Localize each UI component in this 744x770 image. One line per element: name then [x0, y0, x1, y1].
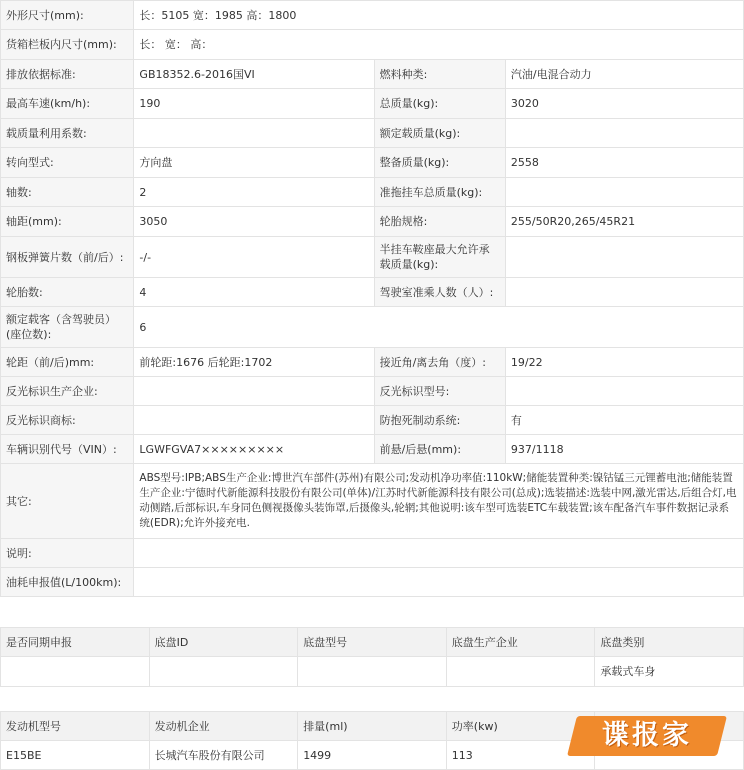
cabpass-label: 驾驶室准乘人数（人）: [374, 278, 505, 307]
trailermass-label: 准拖挂车总质量(kg): [374, 178, 505, 207]
chassis-cell [1, 657, 150, 687]
track-label: 轮距（前/后)mm: [1, 348, 134, 377]
chassis-header-cell: 底盘生产企业 [446, 628, 595, 657]
row-other [1, 464, 744, 539]
reflectmaker-value [134, 377, 374, 406]
wheelbase-label: 轴距(mm): [1, 207, 134, 237]
row-track [1, 348, 744, 377]
cabpass-value [505, 278, 743, 307]
chassis-header-cell: 底盘型号 [298, 628, 447, 657]
abs-label: 防抱死制动系统: [374, 406, 505, 435]
watermark-text: 谍报家 [602, 720, 692, 751]
leafspring-label: 钢板弹簧片数（前/后）: [1, 237, 134, 278]
chassis-header-cell: 底盘ID [149, 628, 298, 657]
chassis-cell: 承载式车身 [595, 657, 744, 687]
maxspeed-value: 190 [134, 89, 374, 119]
loadratio-value [134, 119, 374, 148]
axles-value: 2 [134, 178, 374, 207]
row-steering [1, 148, 744, 178]
row-wheelbase [1, 207, 744, 237]
steering-value: 方向盘 [134, 148, 374, 178]
chassis-header-row [1, 628, 744, 657]
other-label: 其它: [1, 464, 134, 539]
overhang-label: 前悬/后悬(mm): [374, 435, 505, 464]
other-value: ABS型号:IPB;ABS生产企业:博世汽车部件(苏州)有限公司;发动机净功率值:110kW;储能装置种类:镍钴锰三元锂蓄电池;储能装置生产企业:宁德时代新能源科技股份有限公司(单体)/江苏时代新能源科技有限公司(总成);选装描述:选装中网,激光雷达,后组合灯,电动侧踏,后部标识,车身同色侧视摄像头装饰罩,后摄像头,轮辋;其他说明:该车型可选装ETC车载装置;该车配备汽车事件数据记录系统(EDR);允许外接充电. [134, 464, 744, 539]
dimensions-label: 外形尺寸(mm): [1, 1, 134, 30]
saddle-label: 半挂车鞍座最大允许承载质量(kg): [374, 237, 505, 278]
fuel-value: 汽油/电混合动力 [505, 60, 743, 89]
steering-label: 转向型式: [1, 148, 134, 178]
tire-label: 轮胎规格: [374, 207, 505, 237]
reflectmaker-label: 反光标识生产企业: [1, 377, 134, 406]
engine-header-cell: 排量(ml) [298, 712, 447, 741]
engine-cell: 长城汽车股份有限公司 [149, 741, 298, 770]
trailermass-value [505, 178, 743, 207]
leafspring-value: -/- [134, 237, 374, 278]
wheelbase-value: 3050 [134, 207, 374, 237]
reflectbrand-label: 反光标识商标: [1, 406, 134, 435]
engine-cell: E15BE [1, 741, 150, 770]
cargo-value: 长： 宽： 高： [134, 30, 744, 60]
track-value: 前轮距:1676 后轮距:1702 [134, 348, 374, 377]
totalmass-label: 总质量(kg): [374, 89, 505, 119]
chassis-header-cell: 底盘类别 [595, 628, 744, 657]
row-note [1, 539, 744, 568]
reflectmodel-value [505, 377, 743, 406]
note-label: 说明: [1, 539, 134, 568]
ratedload-value [505, 119, 743, 148]
chassis-cell [149, 657, 298, 687]
reflectmodel-label: 反光标识型号: [374, 377, 505, 406]
emission-value: GB18352.6-2016国VI [134, 60, 374, 89]
watermark-logo [567, 716, 727, 756]
row-tirecount [1, 278, 744, 307]
curbmass-label: 整备质量(kg): [374, 148, 505, 178]
loadratio-label: 载质量利用系数: [1, 119, 134, 148]
fuel-label: 燃料种类: [374, 60, 505, 89]
row-emission [1, 60, 744, 89]
vin-label: 车辆识别代号（VIN）: [1, 435, 134, 464]
tirecount-value: 4 [134, 278, 374, 307]
totalmass-value: 3020 [505, 89, 743, 119]
angle-value: 19/22 [505, 348, 743, 377]
row-maxspeed [1, 89, 744, 119]
engine-header-cell: 发动机企业 [149, 712, 298, 741]
engine-cell: 1499 [298, 741, 447, 770]
row-axles [1, 178, 744, 207]
saddle-value [505, 237, 743, 278]
engine-header-cell: 功率(kw) [446, 712, 595, 741]
row-seats [1, 307, 744, 348]
chassis-data-row [1, 657, 744, 687]
chassis-cell [298, 657, 447, 687]
ratedload-label: 额定载质量(kg): [374, 119, 505, 148]
engine-cell: 113 [446, 741, 595, 770]
row-dimensions [1, 1, 744, 30]
chassis-header-cell: 是否同期申报 [1, 628, 150, 657]
row-leafspring [1, 237, 744, 278]
overhang-value: 937/1118 [505, 435, 743, 464]
seats-value: 6 [134, 307, 744, 348]
reflectbrand-value [134, 406, 374, 435]
row-vin [1, 435, 744, 464]
row-fuelcons [1, 568, 744, 597]
angle-label: 接近角/离去角（度）: [374, 348, 505, 377]
seats-label: 额定载客（含驾驶员）(座位数): [1, 307, 134, 348]
maxspeed-label: 最高车速(km/h): [1, 89, 134, 119]
axles-label: 轴数: [1, 178, 134, 207]
fuelcons-value [134, 568, 744, 597]
vin-value: LGWFGVA7××××××××× [134, 435, 374, 464]
note-value [134, 539, 744, 568]
emission-label: 排放依据标准: [1, 60, 134, 89]
fuelcons-label: 油耗申报值(L/100km): [1, 568, 134, 597]
row-cargo [1, 30, 744, 60]
dimensions-value: 长：5105 宽：1985 高：1800 [134, 1, 744, 30]
row-reflectmaker [1, 377, 744, 406]
abs-value: 有 [505, 406, 743, 435]
row-reflectbrand [1, 406, 744, 435]
engine-header-cell: 发动机型号 [1, 712, 150, 741]
chassis-table [0, 627, 744, 687]
row-loadratio [1, 119, 744, 148]
curbmass-value: 2558 [505, 148, 743, 178]
chassis-cell [446, 657, 595, 687]
tirecount-label: 轮胎数: [1, 278, 134, 307]
tire-value: 255/50R20,265/45R21 [505, 207, 743, 237]
cargo-label: 货箱栏板内尺寸(mm): [1, 30, 134, 60]
